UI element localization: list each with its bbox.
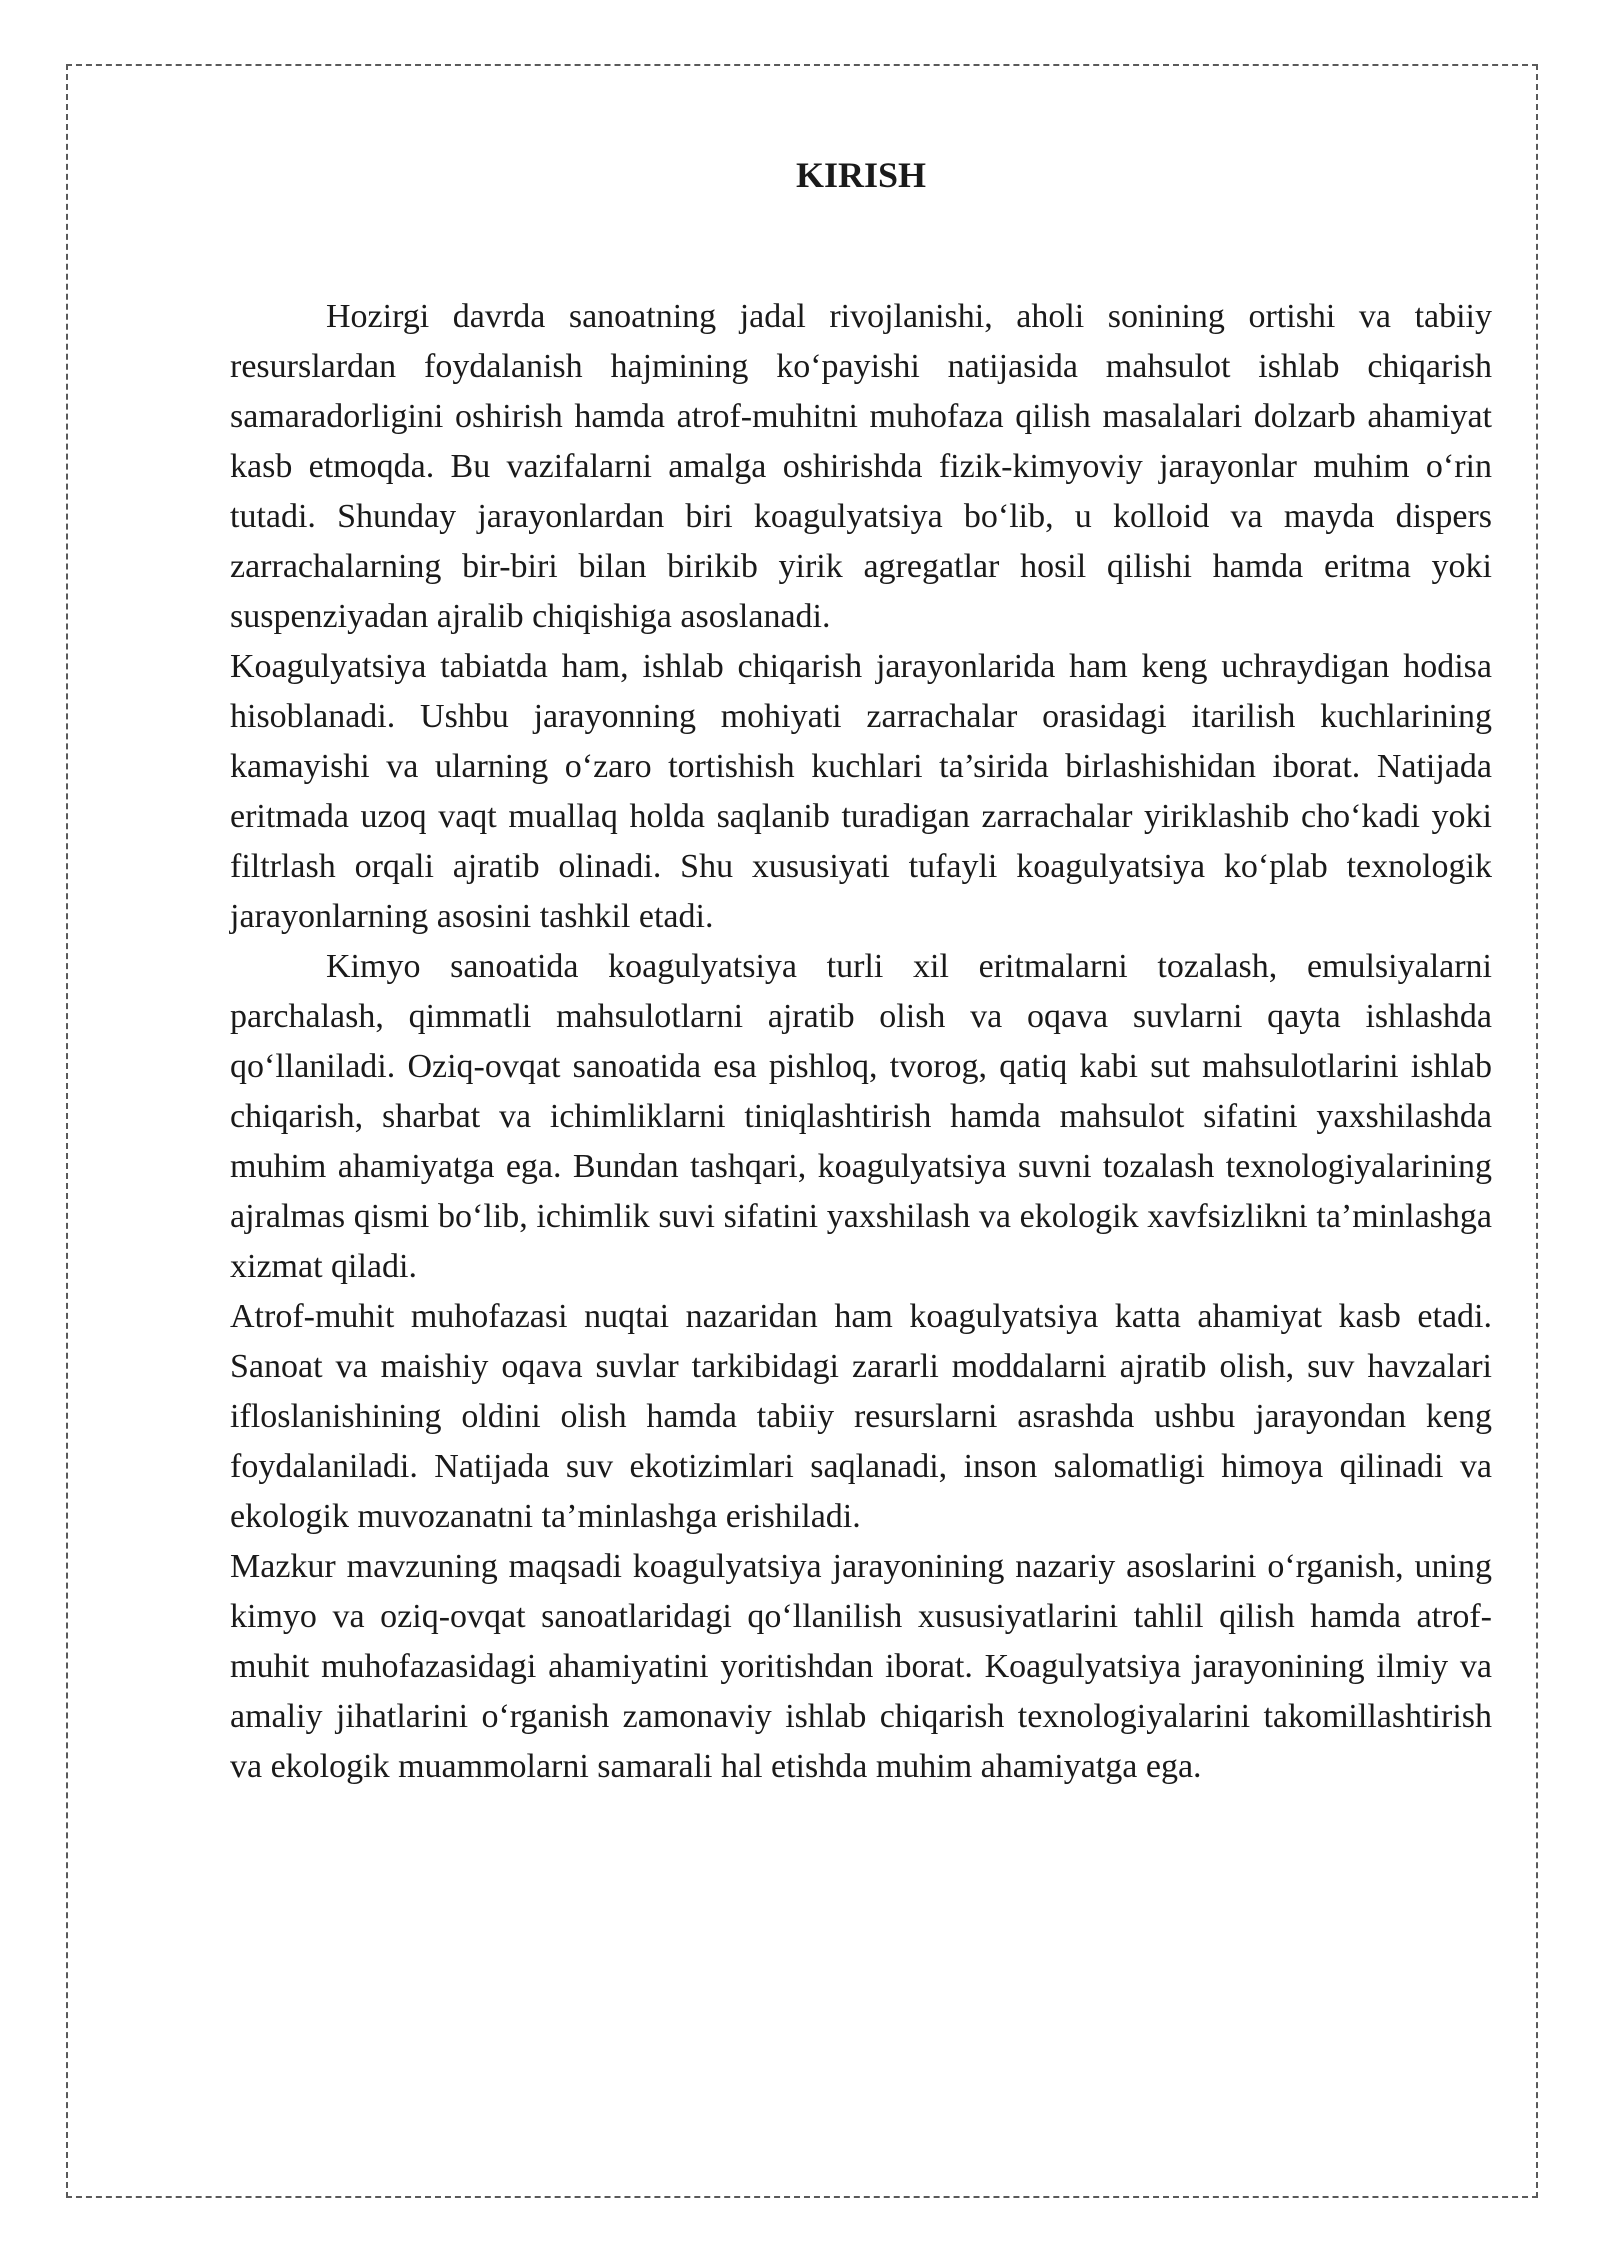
paragraph-2: Koagulyatsiya tabiatda ham, ishlab chiqarish jarayonlarida ham keng uchraydigan hodisa hisoblanadi. Ushbu jarayonning mohiyati zarrachalar orasidagi itarilish kuchlarining kamayishi va ularning o‘zaro tortishish kuchlari ta’sirida birlashishidan iborat. Natijada eritmada uzoq vaqt muallaq holda saqlanib turadigan zarrachalar yiriklashib cho‘kadi yoki filtrlash orqali ajratib olinadi. Shu xususiyati tufayli koagulyatsiya ko‘plab texnologik jarayonlarning asosini tashkil etadi. <box>230 648 1492 935</box>
paragraph-4: Atrof-muhit muhofazasi nuqtai nazaridan ham koagulyatsiya katta ahamiyat kasb etadi. Sanoat va maishiy oqava suvlar tarkibidagi zararli moddalarni ajratib olish, suv havzalari ifloslanishining oldini olish hamda tabiiy resurslarni asrashda ushbu jarayondan keng foydalaniladi. Natijada suv ekotizimlari saqlanadi, inson salomatligi himoya qilinadi va ekologik muvozanatni ta’minlashga erishiladi. <box>230 1298 1492 1535</box>
paragraph-3: Kimyo sanoatida koagulyatsiya turli xil eritmalarni tozalash, emulsiyalarni parchalash, qimmatli mahsulotlarni ajratib olish va oqava suvlarni qayta ishlashda qo‘llaniladi. Oziq-ovqat sanoatida esa pishloq, tvorog, qatiq kabi sut mahsulotlarini ishlab chiqarish, sharbat va ichimliklarni tiniqlashtirish hamda mahsulot sifatini yaxshilashda muhim ahamiyatga ega. Bundan tashqari, koagulyatsiya suvni tozalash texnologiyalarining ajralmas qismi bo‘lib, ichimlik suvi sifatini yaxshilash va ekologik xavfsizlikni ta’minlashga xizmat qiladi. <box>230 948 1492 1285</box>
paragraph-5: Mazkur mavzuning maqsadi koagulyatsiya jarayonining nazariy asoslarini o‘rganish, uning kimyo va oziq-ovqat sanoatlaridagi qo‘llanilish xususiyatlarini tahlil qilish hamda atrof-muhit muhofazasidagi ahamiyatini yoritishdan iborat. Koagulyatsiya jarayonining ilmiy va amaliy jihatlarini o‘rganish zamonaviy ishlab chiqarish texnologiyalarini takomillashtirish va ekologik muammolarni samarali hal etishda muhim ahamiyatga ega. <box>230 1548 1492 1785</box>
document-body <box>230 150 1492 1792</box>
paragraph-1: Hozirgi davrda sanoatning jadal rivojlanishi, aholi sonining ortishi va tabiiy resurslardan foydalanish hajmining ko‘payishi natijasida mahsulot ishlab chiqarish samaradorligini oshirish hamda atrof-muhitni muhofaza qilish masalalari dolzarb ahamiyat kasb etmoqda. Bu vazifalarni amalga oshirishda fizik-kimyoviy jarayonlar muhim o‘rin tutadi. Shunday jarayonlardan biri koagulyatsiya bo‘lib, u kolloid va mayda dispers zarrachalarning bir-biri bilan birikib yirik agregatlar hosil qilishi hamda eritma yoki suspenziyadan ajralib chiqishiga asoslanadi. <box>230 298 1492 635</box>
document-title: KIRISH <box>795 155 927 195</box>
